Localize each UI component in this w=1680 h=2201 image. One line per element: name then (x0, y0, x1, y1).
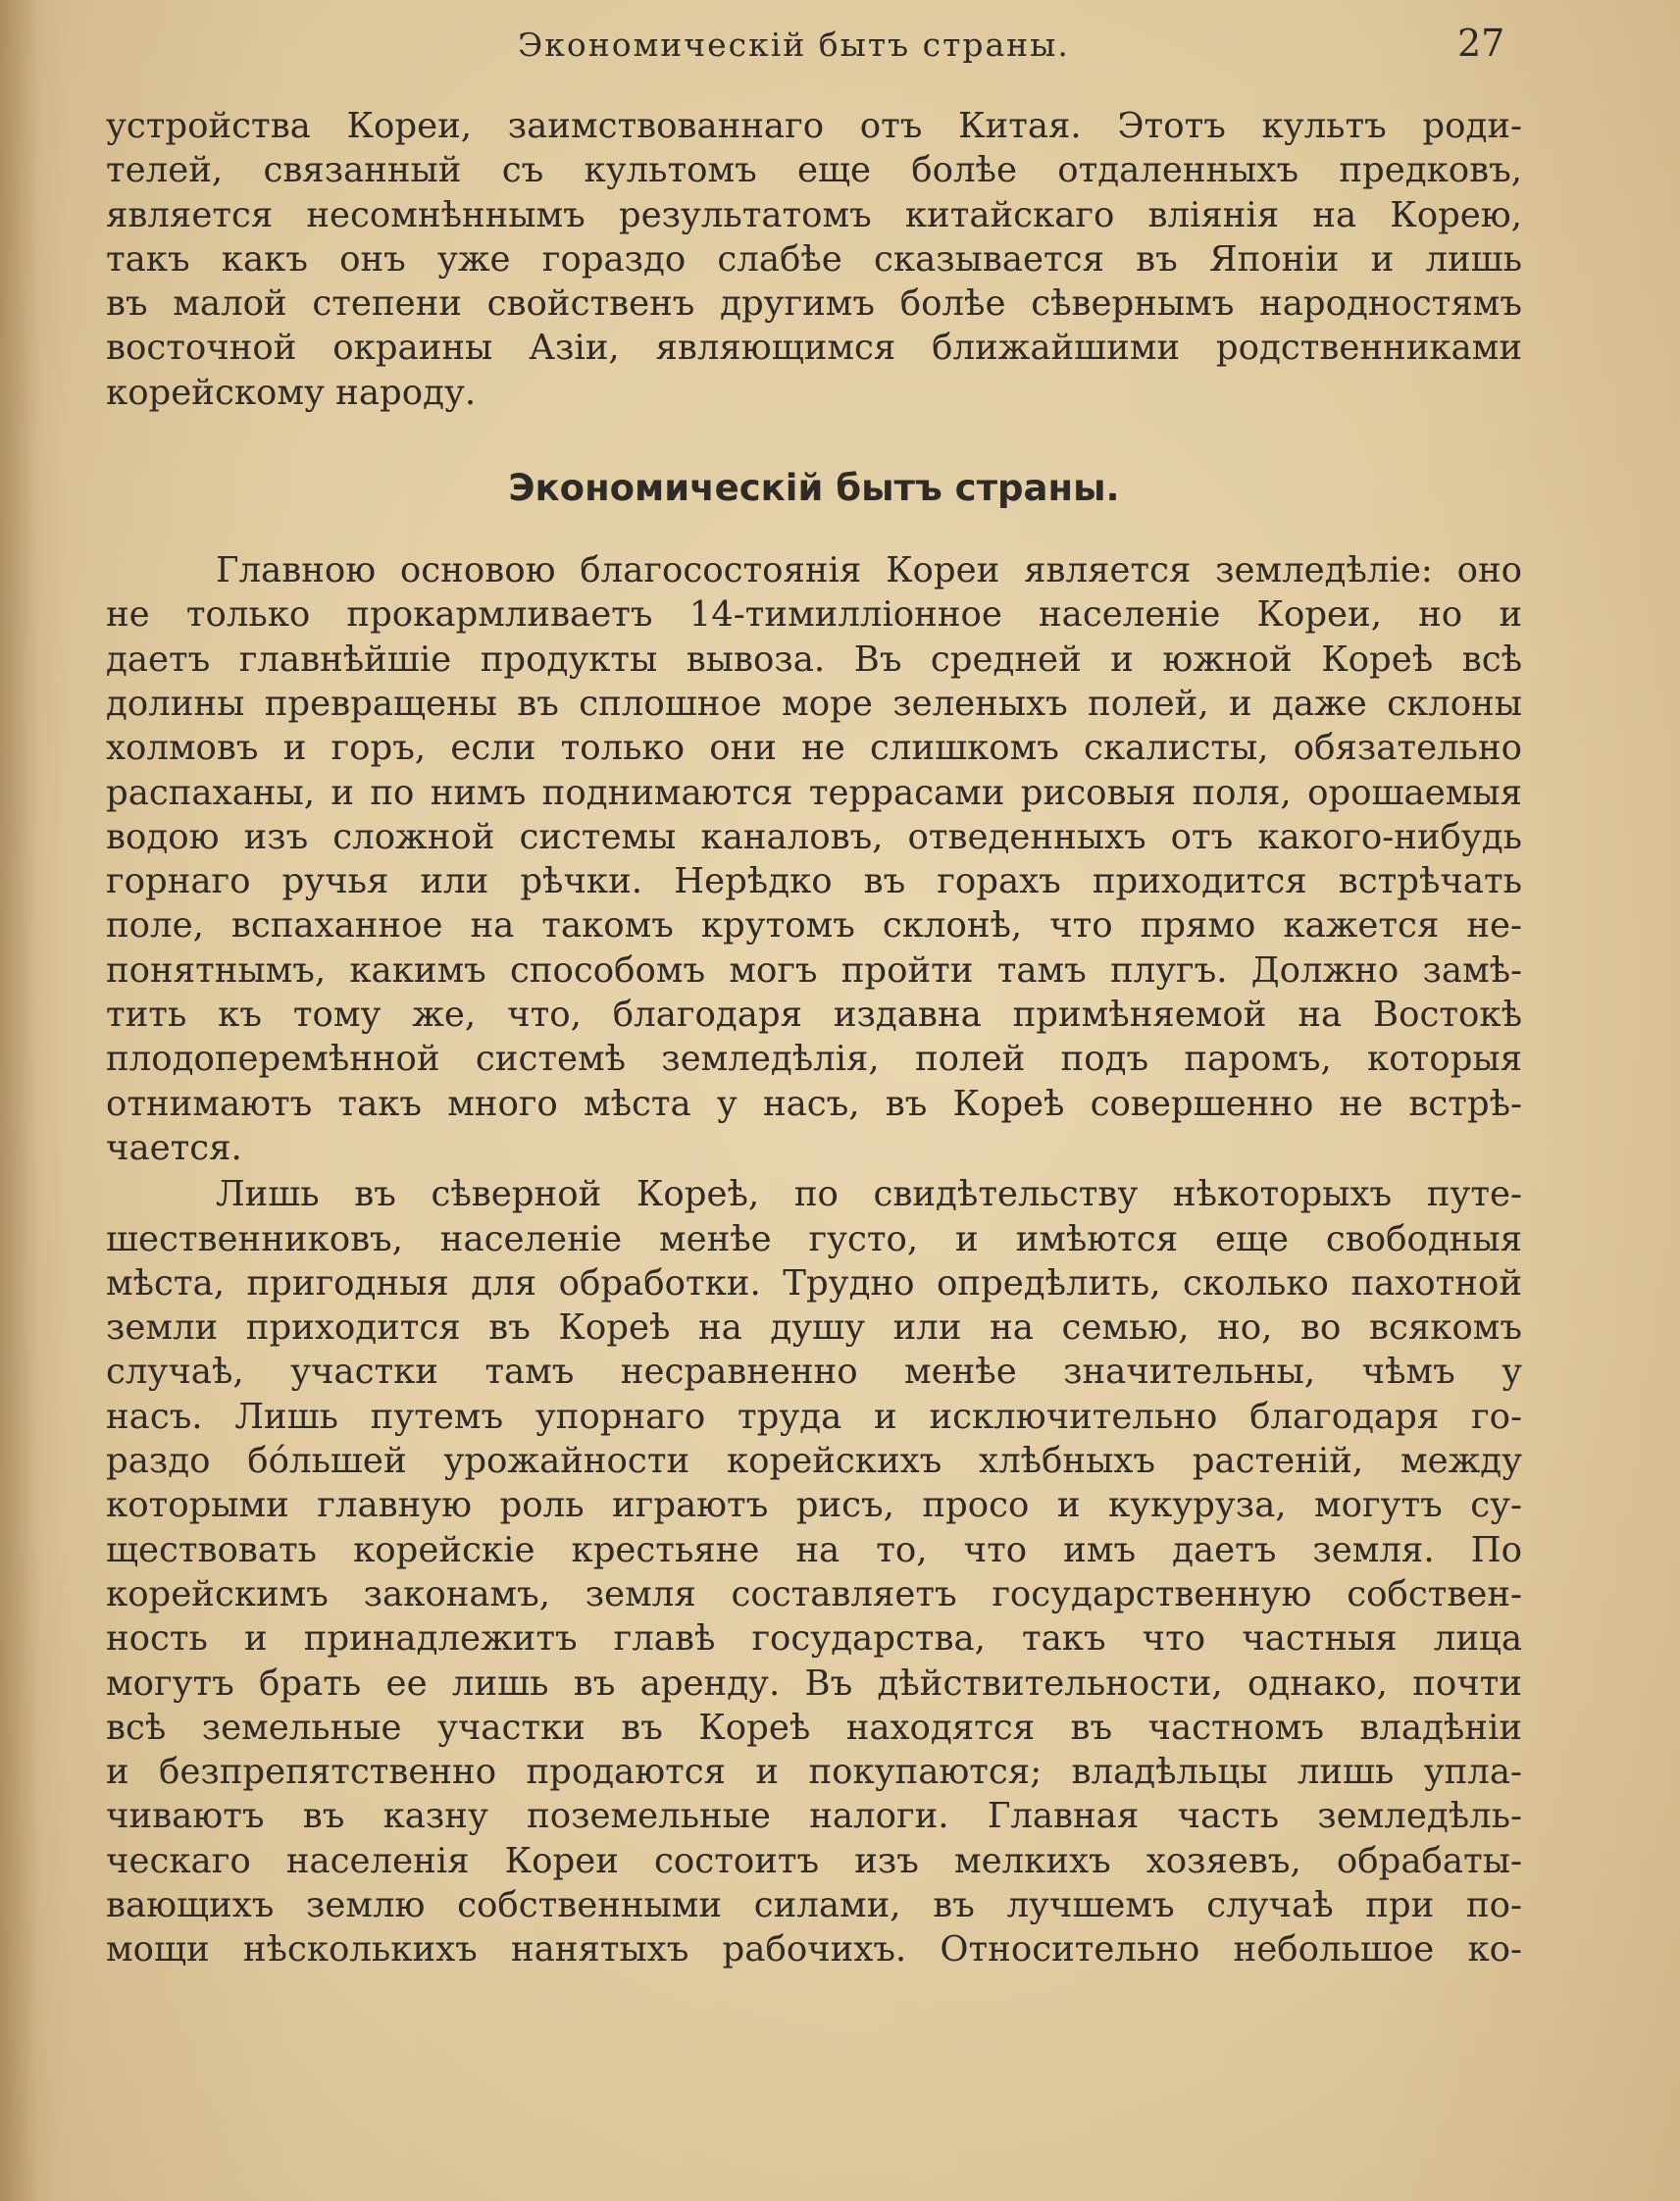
text-line: мѣста, пригодныя для обработки. Трудно опредѣлить, сколько пахотной (106, 1262, 1522, 1304)
text-line: раздо бо́льшей урожайности корейскихъ хлѣбныхъ растеній, между (106, 1441, 1522, 1482)
text-line: распаханы, и по нимъ поднимаются террасами рисовыя поля, орошаемыя (106, 772, 1522, 813)
text-line: холмовъ и горъ, если только они не слишкомъ скалисты, обязательно (106, 728, 1522, 769)
text-line: мощи нѣсколькихъ нанятыхъ рабочихъ. Относительно небольшое ко- (106, 1929, 1522, 1971)
text-line: въ малой степени свойственъ другимъ болѣе сѣвернымъ народностямъ (106, 283, 1522, 325)
text-line: такъ какъ онъ уже гораздо слабѣе сказывается въ Японіи и лишь (106, 238, 1522, 280)
text-line: не только прокармливаетъ 14-тимилліонное населеніе Кореи, но и (106, 594, 1522, 636)
text-line: понятнымъ, какимъ способомъ могъ пройти тамъ плугъ. Должно замѣ- (106, 949, 1522, 991)
paragraph-2 (106, 1172, 1522, 1971)
text-line: устройства Кореи, заимствованнаго отъ Китая. Этотъ культъ роди- (106, 106, 1522, 146)
page-number: 27 (1457, 22, 1505, 65)
text-line: водою изъ сложной системы каналовъ, отведенныхъ отъ какого-нибудь (106, 816, 1522, 857)
text-line: плодоперемѣнной системѣ земледѣлія, полей подъ паромъ, которыя (106, 1039, 1522, 1080)
text-line: ществовать корейскіе крестьяне на то, что имъ даетъ земля. По (106, 1529, 1522, 1570)
text-line: насъ. Лишь путемъ упорнаго труда и исключительно благодаря го- (106, 1396, 1522, 1437)
text-line: могутъ брать ее лишь въ аренду. Въ дѣйствительности, однако, почти (106, 1663, 1522, 1704)
text-line: отнимаютъ такъ много мѣста у насъ, въ Кореѣ совершенно не встрѣ- (106, 1083, 1522, 1124)
intro-paragraph (106, 104, 1522, 415)
text-line: чиваютъ въ казну поземельные налоги. Главная часть земледѣль- (106, 1796, 1522, 1837)
text-line: ческаго населенія Кореи состоитъ изъ мелкихъ хозяевъ, обрабаты- (106, 1840, 1522, 1881)
body-text (106, 104, 1522, 1972)
text-line: тить къ тому же, что, благодаря издавна примѣняемой на Востокѣ (106, 995, 1522, 1036)
text-line: даетъ главнѣйшіе продукты вывоза. Въ средней и южной Кореѣ всѣ (106, 639, 1522, 680)
text-line: корейскимъ законамъ, земля составляетъ государственную собствен- (106, 1573, 1522, 1614)
text-line: земли приходится въ Кореѣ на душу или на семью, но, во всякомъ (106, 1307, 1522, 1349)
text-line: Лишь въ сѣверной Кореѣ, по свидѣтельству нѣкоторыхъ путе- (216, 1174, 1522, 1215)
binding-shadow (0, 0, 39, 2201)
section-heading: Экономическій бытъ страны. (508, 467, 1120, 510)
text-line: телей, связанный съ культомъ еще болѣе отдаленныхъ предковъ, (106, 150, 1522, 191)
running-head: Экономическій бытъ страны. (518, 26, 1070, 64)
text-line: вающихъ землю собственными силами, въ лучшемъ случаѣ при по- (106, 1884, 1522, 1925)
text-line: которыми главную роль играютъ рисъ, просо и кукуруза, могутъ су- (106, 1485, 1522, 1526)
text-line: и безпрепятственно продаются и покупаются; владѣльцы лишь упла- (106, 1752, 1522, 1793)
text-line: ность и принадлежитъ главѣ государства, такъ что частныя лица (106, 1618, 1522, 1660)
text-line: Главною основою благосостоянія Кореи является земледѣліе: оно (216, 550, 1522, 591)
text-line: поле, вспаханное на такомъ крутомъ склонѣ, что прямо кажется не- (106, 905, 1522, 947)
text-line: всѣ земельные участки въ Кореѣ находятся въ частномъ владѣніи (106, 1707, 1522, 1748)
text-line: восточной окраины Азіи, являющимся ближайшими родственниками (106, 328, 1522, 369)
text-line: чается. (106, 1127, 242, 1168)
text-line: долины превращены въ сплошное море зеленыхъ полей, и даже склоны (106, 683, 1522, 724)
text-line: является несомнѣннымъ результатомъ китайскаго вліянія на Корею, (106, 194, 1522, 235)
text-line: случаѣ, участки тамъ несравненно менѣе значительны, чѣмъ у (106, 1352, 1522, 1393)
text-line: корейскому народу. (106, 372, 477, 413)
paragraph-1 (106, 548, 1522, 1170)
text-line: шественниковъ, населеніе менѣе густо, и имѣются еще свободныя (106, 1218, 1522, 1259)
text-line: горнаго ручья или рѣчки. Нерѣдко въ горахъ приходится встрѣчать (106, 861, 1522, 902)
